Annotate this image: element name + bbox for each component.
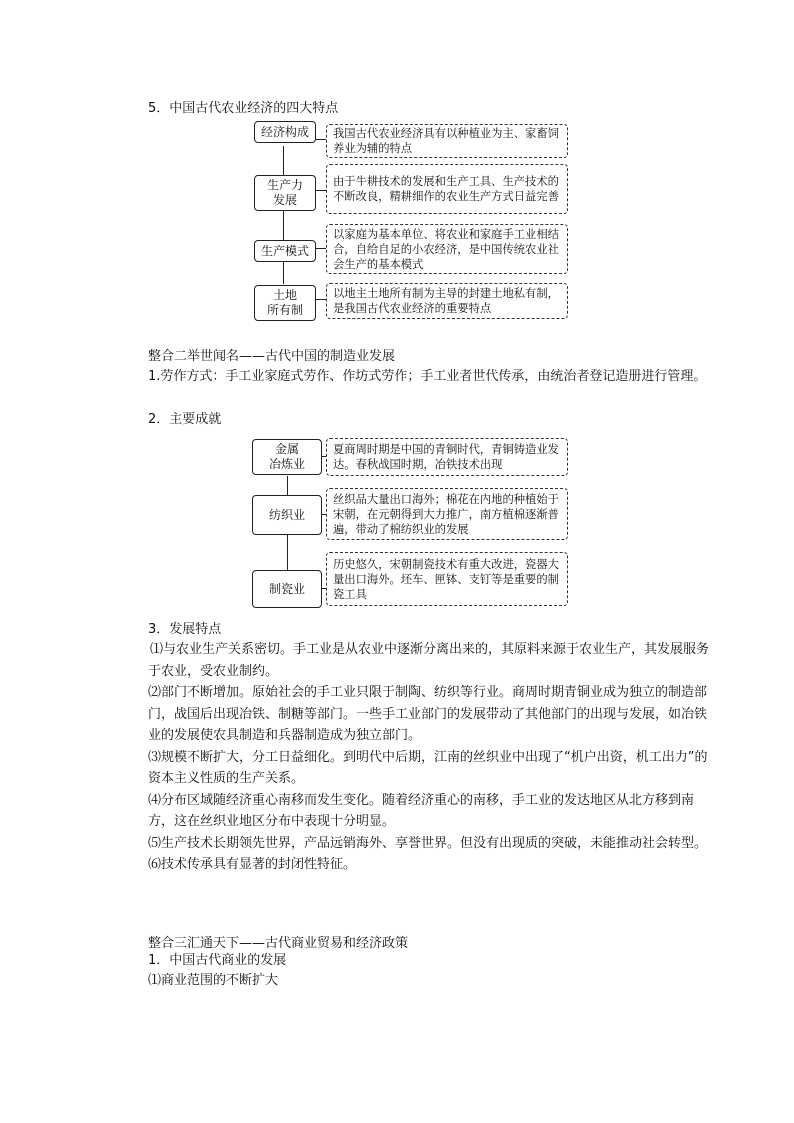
feature-item: ⑸生产技术长期领先世界，产品远销海外、享誉世界。但没有出现质的突破，未能推动社会转型。	[148, 835, 708, 851]
diagram-label-productivity: 生产力 发展	[254, 175, 316, 211]
diagram-desc-production-mode: 以家庭为基本单位、将农业和家庭手工业相结合，自给自足的小农经济，是中国传统农业社会生产的基本模式	[326, 224, 568, 274]
diagram-desc-productivity: 由于牛耕技术的发展和生产工具、生产技术的不断改良，精耕细作的农业生产方式日益完善	[326, 164, 568, 214]
diagram-label-land-ownership: 土地 所有制	[254, 285, 316, 321]
commerce-subtitle: ⑴商业范围的不断扩大	[148, 973, 279, 988]
feature-item: ⑶规模不断扩大，分工日益细化。到明代中后期，江南的丝织业中出现了“机户出资，机工出力”的资本主义性质的生产关系。	[148, 749, 708, 786]
diagram-label-porcelain: 制瓷业	[252, 570, 322, 608]
diagram-label-production-mode: 生产模式	[254, 240, 316, 262]
diagram-label-textile: 纺织业	[252, 495, 322, 535]
section-title-manufacturing: 整合二举世闻名——古代中国的制造业发展	[148, 349, 396, 364]
diagram-desc-land-ownership: 以地主土地所有制为主导的封建土地私有制，是我国古代农业经济的重要特点	[326, 283, 568, 319]
feature-item: ⑴与农业生产关系密切。手工业是从农业中逐渐分离出来的，其原料来源于农业生产，其发展服务于农业，受农业制约。	[148, 642, 710, 679]
feature-item: ⑹技术传承具有显著的封闭性特征。	[148, 857, 357, 872]
diagram-connector	[283, 146, 284, 284]
section-title-commerce: 整合三汇通天下——古代商业贸易和经济政策	[148, 936, 409, 951]
diagram-desc-porcelain: 历史悠久，宋朝制瓷技术有重大改进，瓷器大量出口海外。坯车、匣钵、支钉等是重要的制瓷工具	[326, 552, 568, 606]
features-list	[148, 639, 718, 876]
section-title-agriculture: 5．中国古代农业经济的四大特点	[148, 101, 339, 116]
diagram-label-economic-structure: 经济构成	[254, 121, 316, 143]
commerce-title: 1．中国古代商业的发展	[148, 953, 287, 968]
diagram-desc-textile: 丝织品大量出口海外；棉花在内地的种植始于宋朝，在元朝得到大力推广，南方植棉逐渐普遍，带动了棉纺织业的发展	[326, 488, 568, 540]
diagram-label-metallurgy: 金属 冶炼业	[252, 439, 322, 475]
features-title: 3．发展特点	[148, 622, 222, 637]
feature-item: ⑷分布区域随经济重心南移而发生变化。随着经济重心的南移，手工业的发达地区从北方移到南方，这在丝织业地区分布中表现十分明显。	[148, 792, 695, 829]
diagram-desc-economic-structure: 我国古代农业经济具有以种植业为主、家畜饲养业为辅的特点	[326, 124, 568, 158]
achievements-title: 2．主要成就	[148, 412, 222, 427]
labor-method-paragraph: 1.劳作方式：手工业家庭式劳作、作坊式劳作；手工业者世代传承，由统治者登记造册进行管理。	[148, 369, 707, 384]
feature-item: ⑵部门不断增加。原始社会的手工业只限于制陶、纺织等行业。商周时期青铜业成为独立的制造部门，战国后出现冶铁、制糖等部门。一些手工业部门的发展带动了其他部门的出现与发展，如冶铁业的发展使农具制造和兵器制造成为独立部门。	[148, 685, 708, 743]
diagram-desc-metallurgy: 夏商周时期是中国的青铜时代，青铜铸造业发达。春秋战国时期，冶铁技术出现	[326, 438, 568, 476]
